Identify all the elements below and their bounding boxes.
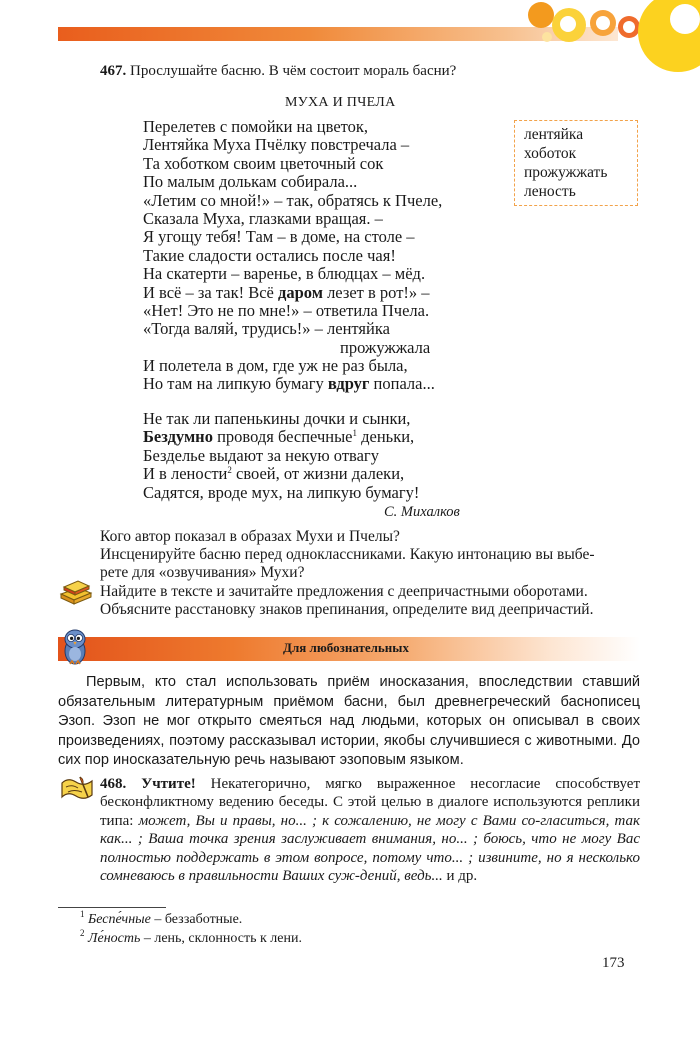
poem-line: Садятся, вроде мух, на липкую бумагу! — [143, 482, 420, 502]
decor-circle — [542, 32, 552, 42]
footnote-definition: – лень, склонность к лени. — [140, 931, 302, 946]
books-icon — [58, 578, 94, 606]
poem-line — [143, 428, 419, 446]
question-3a: Найдите в тексте и зачитайте предложения с деепричастными оборотами. — [100, 582, 588, 600]
decor-circle — [596, 16, 610, 30]
questions — [100, 528, 640, 619]
vocabulary-word: прожужжать — [524, 164, 608, 181]
fable-title: МУХА И ПЧЕЛА — [285, 95, 396, 110]
task-text: Некатегорично, мягко выраженное несогласие способствует бесконфликтному ведению беседы. С этой целью в диалоге используются реплики типа: — [100, 776, 641, 829]
poem-text: проводя беспечные — [212, 427, 353, 447]
poem-line: Перелетев с помойки на цветок, — [143, 117, 369, 136]
fable-author: С. Михалков — [384, 504, 460, 520]
decor-circle — [670, 4, 700, 34]
vocabulary-word: леность — [524, 183, 576, 200]
poem-text: Но там на липкую бумагу — [143, 374, 328, 394]
poem-text: И всё – за так! Всё — [143, 282, 278, 302]
poem-text: деньки, — [357, 427, 415, 447]
poem-line — [143, 465, 419, 483]
footnote-word: Ле́ность — [88, 931, 141, 946]
learn-label: Учтите! — [141, 776, 196, 792]
poem-line: Та хоботком своим цветочный сок — [143, 153, 384, 173]
poem-line: Сказала Муха, глазками вращая. – — [143, 208, 383, 228]
vocab-word: вдруг — [327, 374, 370, 394]
curious-section-title: Для любознательных — [283, 640, 409, 655]
poem-line: «Тогда валяй, трудись!» – лентяйка — [143, 319, 390, 339]
decor-circle — [528, 2, 554, 28]
task-number: 467. — [100, 63, 127, 79]
vocab-word: Бездумно — [143, 427, 213, 447]
decor-circle — [560, 16, 576, 32]
footnote-number: 2 — [80, 928, 85, 938]
question-3b: Объясните расстановку знаков препинания, определите вид деепричастий. — [100, 600, 594, 618]
task-number: 468. — [100, 776, 127, 792]
fable-stanza-1 — [143, 118, 442, 394]
fable-stanza-2 — [143, 410, 419, 502]
footnote-1 — [80, 909, 243, 928]
curious-text: Первым, кто стал использовать приём иносказания, впоследствии ставший обязательным литературным приёмом басни, был древнегреческий баснописец Эзоп. Эзоп не мог открыто смеяться над людьми, которых он описывал в своих произведениях, поэтому рассказывал истории, якобы случившиеся с животными. До сих пор иносказательную речь называют эзоповым языком. — [58, 674, 640, 769]
poem-line: На скатерти – варенье, в блюдцах – мёд. — [143, 264, 426, 284]
poem-line: Я угощу тебя! Там – в доме, на столе – — [143, 227, 415, 247]
poem-line: Безделье выдают за некую отвагу — [143, 445, 379, 465]
footnote-2 — [80, 928, 302, 947]
footnote-divider — [58, 907, 166, 908]
task-468 — [100, 775, 640, 885]
vocabulary-word: лентяйка — [524, 126, 584, 143]
owl-icon — [62, 627, 88, 667]
decor-circle — [623, 21, 635, 33]
footnote-ref: 1 — [352, 428, 357, 439]
poem-line — [143, 284, 442, 302]
poem-line: «Летим со мной!» – так, обратясь к Пчеле, — [143, 190, 443, 210]
poem-text: попала... — [369, 374, 435, 394]
poem-line: «Нет! Это не по мне!» – ответила Пчела. — [143, 300, 430, 320]
footnote-ref: 2 — [227, 465, 232, 476]
poem-line: Не так ли папенькины дочки и сынки, — [143, 409, 411, 428]
poem-line: Такие сладости остались после чая! — [143, 245, 396, 265]
poem-line — [143, 375, 442, 393]
poem-line: И полетела в дом, где уж не раз была, — [143, 356, 408, 376]
question-1: Кого автор показал в образах Мухи и Пчелы? — [100, 528, 400, 545]
footnote-word: Беспе́чные — [88, 912, 151, 927]
poem-line: Лентяйка Муха Пчёлку повстречала – — [143, 135, 410, 155]
question-2b: рете для «озвучивания» Мухи? — [100, 564, 305, 582]
task-467-heading — [100, 63, 456, 80]
poem-text: И в лености — [143, 464, 228, 484]
phrase-examples: может, Вы и правы, но... ; к сожалению, не могу с Вами со-гласиться, так как... ; Ваша точка зрения заслуживает внимания, но... ; боюсь, что не могу Вас полностью поддержать в этом вопросе, потому что... ; извините, но я несколько сомневаюсь в правильности Ваших суж-дений, ведь... — [100, 812, 640, 885]
poem-line: По малым долькам собирала... — [143, 172, 358, 192]
header-stripe — [58, 27, 618, 41]
poem-text: лезет в рот!» – — [322, 282, 430, 302]
task-prompt: Прослушайте басню. В чём состоит мораль басни? — [130, 63, 457, 79]
poem-text: своей, от жизни далеки, — [231, 464, 405, 484]
vocabulary-word: хоботок — [524, 145, 577, 162]
vocab-word: даром — [278, 282, 323, 302]
question-2a: Инсценируйте басню перед одноклассниками. Какую интонацию вы выбе- — [100, 546, 595, 564]
scroll-icon — [58, 775, 96, 805]
vocabulary-box — [514, 120, 638, 206]
poem-line: прожужжала — [340, 337, 431, 357]
footnote-number: 1 — [80, 909, 85, 919]
page-number: 173 — [602, 955, 625, 971]
footnote-definition: – беззаботные. — [150, 912, 243, 927]
task-text: и др. — [442, 868, 478, 885]
